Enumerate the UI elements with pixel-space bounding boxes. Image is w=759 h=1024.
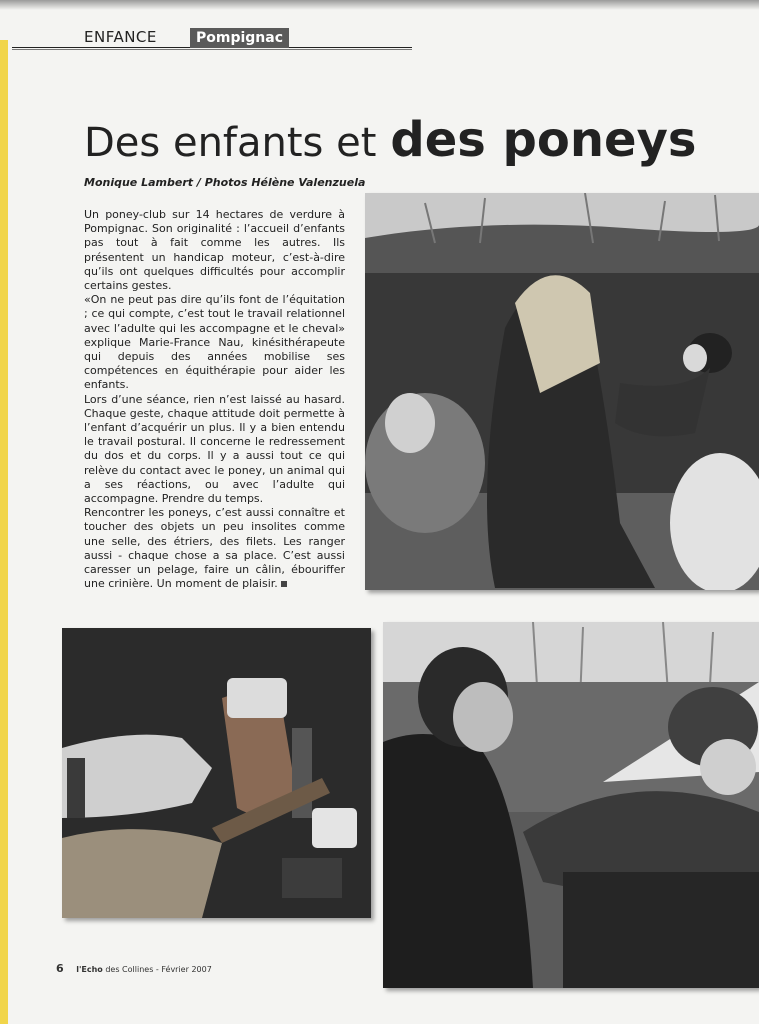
section-label: ENFANCE — [84, 28, 157, 46]
paragraph: Un poney-club sur 14 hectares de verdure à Pompignac. Son originalité : l’accueil d’enfants pas tout à fait comme les autres. Ils présentent un handicap moteur, c’est-à-dire qu’ils ont quelques difficultés pour accomplir certains gestes. — [84, 208, 345, 293]
page-number: 6 — [56, 962, 64, 975]
end-mark — [281, 581, 287, 587]
paragraph-last — [84, 506, 345, 591]
article-title — [84, 112, 696, 168]
photo-hands-brush — [62, 628, 371, 918]
page-edge-stripe — [0, 40, 8, 1024]
title-bold: des poneys — [390, 112, 697, 168]
title-light: Des enfants et — [84, 120, 377, 166]
byline: Monique Lambert / Photos Hélène Valenzuela — [84, 176, 366, 189]
header-rule-secondary — [12, 49, 412, 50]
magazine-name-rest: des Collines — [105, 965, 154, 974]
magazine-name: l'Echo — [76, 965, 103, 974]
article-body — [84, 208, 345, 591]
page-top-shadow — [0, 0, 759, 10]
issue-date: - Février 2007 — [155, 965, 212, 974]
section-tag: Pompignac — [190, 28, 289, 48]
page-footer — [56, 962, 212, 975]
photo-child-helmet — [383, 622, 759, 988]
paragraph: Lors d’une séance, rien n’est laissé au hasard. Chaque geste, chaque attitude doit permette à l’enfant d’acquérir un plus. Il y a bien entendu le travail postural. Il concerne le redressement du dos et du corps. Il y a aussi tout ce qui relève du contact avec le poney, un animal qui a ses réactions, ou avec l’adulte qui accompagne. Prendre du temps. — [84, 392, 345, 506]
paragraph: «On ne peut pas dire qu’ils font de l’équitation ; ce qui compte, c’est tout le travail relationnel avec l’adulte qui les accompagne et le cheval» explique Marie-France Nau, kinésithérapeute qui depuis des années mobilise ses compétences en équithérapie pour aider les enfants. — [84, 293, 345, 392]
paragraph-text: Rencontrer les poneys, c’est aussi connaître et toucher des objets un peu insolites comme une selle, des étriers, des filets. Les ranger aussi - chaque chose a sa place. C’est aussi caresser un pelage, faire un câlin, ébouriffer une crinière. Un moment de plaisir. — [84, 506, 345, 591]
section-header — [12, 28, 412, 50]
photo-woman-pony-child — [365, 193, 759, 590]
